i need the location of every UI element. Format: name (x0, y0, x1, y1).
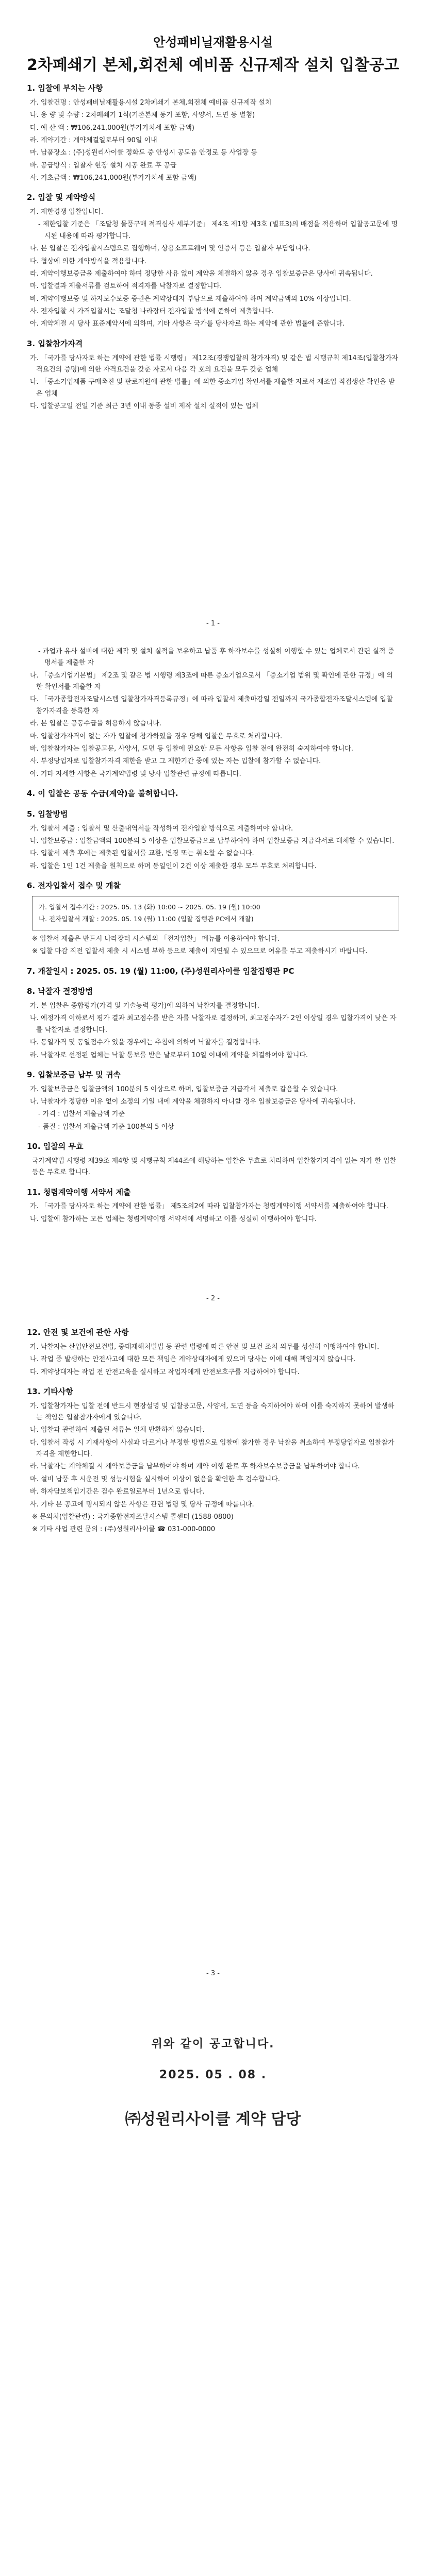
section-3-item: 다. 「국가종합전자조달시스템 입찰참가자격등록규정」에 따라 입찰서 제출마감일 전일까지 국가종합전자조달시스템에 입찰참가자격을 등록한 자 (30, 696, 393, 715)
section-7-title: 7. 개찰일시 : 2025. 05. 19 (월) 11:00, (주)성원리사이클 입찰집행관 PC (27, 966, 294, 976)
section-8-item: 다. 동일가격 및 동일점수가 있을 경우에는 추첨에 의하여 낙찰자를 결정합니다. (30, 1039, 261, 1047)
section-8-item: 나. 예정가격 이하로서 평가 결과 최고점수를 받은 자를 낙찰자로 결정하며, 최고점수자가 2인 이상일 경우 입찰가격이 낮은 자를 낙찰자로 결정합니다. (30, 1014, 397, 1034)
section-5-item: 다. 입찰서 제출 후에는 제출된 입찰서를 교환, 변경 또는 취소할 수 없습니다. (30, 850, 254, 858)
page-4 (12, 1999, 414, 2576)
section-2-title: 2. 입찰 및 계약방식 (27, 193, 96, 202)
section-12-item: 다. 계약상대자는 작업 전 안전교육을 실시하고 작업자에게 안전보호구를 지급하여야 합니다. (30, 1368, 300, 1376)
closing-statement: 위와 같이 공고합니다. (151, 2038, 275, 2050)
section-1-item: 사. 기초금액 : ₩106,241,000원(부가가치세 포함 금액) (30, 174, 197, 182)
schedule-item: 가. 입찰서 접수기간 : 2025. 05. 13 (화) 10:00 ~ 2025. 05. 19 (월) 10:00 (39, 903, 260, 911)
section-2-item: 가. 제한경쟁 입찰입니다. (30, 208, 104, 216)
section-10-title: 10. 입찰의 무효 (27, 1142, 84, 1151)
section-11-title: 11. 청렴계약이행 서약서 제출 (27, 1187, 131, 1197)
section-5-item: 나. 입찰보증금 : 입찰금액의 100분의 5 이상을 입찰보증금으로 납부하여야 하며 입찰보증금 지급각서로 대체할 수 있습니다. (30, 837, 395, 845)
section-2-item: 라. 계약이행보증금을 제출하여야 하며 정당한 사유 없이 계약을 체결하지 않을 경우 입찰보증금은 당사에 귀속됩니다. (30, 269, 373, 278)
section-3-continued (27, 646, 399, 780)
page-number: - 3 - (206, 1970, 220, 1977)
section-3-item: - 과업과 유사 설비에 대한 제작 및 설치 실적을 보유하고 납품 후 하자보수를 성실히 이행할 수 있는 업체로서 관련 실적 증명서를 제출한 자 (38, 648, 395, 667)
section-2-item: 마. 입찰결과 제출서류를 검토하여 적격자를 낙찰자로 결정합니다. (30, 282, 222, 291)
section-13-item: 다. 입찰서 작성 시 기재사항이 사실과 다르거나 부정한 방법으로 입찰에 참가한 경우 낙찰을 취소하며 부정당업자로 입찰참가자격을 제한합니다. (30, 1438, 395, 1459)
section-10 (27, 1140, 399, 1179)
notice-date: 2025. 05 . 08 . (159, 2069, 267, 2081)
section-9-item: 나. 낙찰자가 정당한 이유 없이 소정의 기일 내에 계약을 체결하지 아니할 경우 입찰보증금은 당사에 귀속됩니다. (30, 1098, 356, 1106)
section-1-item: 라. 계약기간 : 계약체결일로부터 90일 이내 (30, 136, 157, 144)
section-8-title: 8. 낙찰자 결정방법 (27, 987, 93, 996)
section-4-title: 4. 이 입찰은 공동 수급(계약)을 불허합니다. (27, 788, 178, 798)
section-13-item: 마. 설비 납품 후 시운전 및 성능시험을 실시하여 이상이 없음을 확인한 후 검수합니다. (30, 1475, 280, 1483)
section-11-item: 가. 「국가를 당사자로 하는 계약에 관한 법률」 제5조의2에 따라 입찰참가자는 청렴계약이행 서약서를 제출하여야 합니다. (30, 1202, 388, 1211)
section-2-item: 다. 협상에 의한 계약방식을 적용합니다. (30, 257, 146, 265)
section-2-item: - 제한입찰 기준은 「조달청 물품구매 적격심사 세부기준」 제4조 제1항 제3호 (별표3)의 배점을 적용하며 입찰공고문에 명시된 내용에 따라 평가합니다. (38, 221, 398, 240)
contact-line: ※ 기타 사업 관련 문의 : (주)성원리사이클 ☎ 031-000-0000 (32, 1526, 216, 1534)
section-13-item: 사. 기타 본 공고에 명시되지 않은 사항은 관련 법령 및 당사 규정에 따릅니다. (30, 1500, 254, 1509)
section-1-item: 마. 납품장소 : (주)성원리사이클 정화도 중 안성시 공도읍 안정로 등 사업장 등 (30, 149, 257, 157)
section-3-item: 바. 입찰참가자는 입찰공고문, 사양서, 도면 등 입찰에 필요한 모든 사항을 입찰 전에 완전히 숙지하여야 합니다. (30, 744, 353, 753)
section-12-title: 12. 안전 및 보건에 관한 사항 (27, 1328, 129, 1337)
section-13-item: 나. 입찰과 관련하여 제출된 서류는 일체 반환하지 않습니다. (30, 1426, 205, 1434)
section-6-note: ※ 입찰서 제출은 반드시 나라장터 시스템의 「전자입찰」 메뉴를 이용하여야 합니다. (32, 935, 280, 943)
title-line-2: 2차페쇄기 본체,회전체 예비품 신규제작 설치 입찰공고 (26, 56, 400, 74)
section-9-title: 9. 입찰보증금 납부 및 귀속 (27, 1070, 121, 1079)
section-3 (27, 337, 399, 413)
section-13-title: 13. 기타사항 (27, 1386, 73, 1396)
section-3-item: 나. 「중소기업제품 구매촉진 및 판로지원에 관한 법률」에 의한 중소기업 확인서를 제출한 자로서 제조업 직접생산 확인을 받은 업체 (30, 378, 395, 398)
title-line-1: 안성패비닐재활용시설 (153, 35, 273, 49)
page-number: - 1 - (206, 620, 220, 628)
section-6 (27, 879, 399, 958)
section-1-item: 바. 공급방식 : 입찰자 현장 설치 시공 완료 후 공급 (30, 161, 177, 170)
section-8-item: 라. 낙찰자로 선정된 업체는 낙찰 통보를 받은 날로부터 10일 이내에 계약을 체결하여야 합니다. (30, 1051, 308, 1059)
page-2 (12, 639, 414, 1309)
issuing-organization: ㈜성원리사이클 계약 담당 (125, 2110, 301, 2128)
section-2-item: 사. 전자입찰 시 가격입찰서는 조달청 나라장터 전자입찰 방식에 준하여 제출합니다. (30, 307, 274, 315)
section-12-item: 가. 낙찰자는 산업안전보건법, 중대재해처벌법 등 관련 법령에 따른 안전 및 보건 조치 의무를 성실히 이행하여야 합니다. (30, 1343, 380, 1351)
section-12 (27, 1326, 399, 1378)
section-9-item: 가. 입찰보증금은 입찰금액의 100분의 5 이상으로 하며, 입찰보증금 지급각서 제출로 갈음할 수 있습니다. (30, 1085, 338, 1093)
schedule-item: 나. 전자입찰서 개찰 : 2025. 05. 19 (월) 11:00 (입찰 집행관 PC에서 개찰) (39, 915, 254, 923)
schedule-box (32, 896, 399, 930)
section-9-item: - 가격 : 입찰서 제출금액 기준 (38, 1110, 125, 1118)
section-1-title: 1. 입찰에 부치는 사항 (27, 83, 103, 93)
section-13-item: 바. 하자담보책임기간은 검수 완료일로부터 1년으로 합니다. (30, 1488, 205, 1496)
section-13-item: 라. 낙찰자는 계약체결 시 계약보증금을 납부하여야 하며 계약 이행 완료 후 하자보수보증금을 납부하여야 합니다. (30, 1463, 360, 1471)
section-5-title: 5. 입찰방법 (27, 809, 68, 819)
page-number: - 2 - (206, 1295, 220, 1302)
section-8-item: 가. 본 입찰은 종합평가(가격 및 기술능력 평가)에 의하여 낙찰자를 결정합니다. (30, 1002, 259, 1010)
section-3-item: 가. 「국가를 당사자로 하는 계약에 관한 법률 시행령」 제12조(경쟁입찰의 참가자격) 및 같은 법 시행규칙 제14조(입찰참가자격요건의 증명)에 의한 자격요건을 갖춘 자로서 다음 각 호의 요건을 모두 갖춘 업체 (30, 354, 398, 374)
section-11-item: 나. 입찰에 참가하는 모든 업체는 청렴계약이행 서약서에 서명하고 이를 성실히 이행하여야 합니다. (30, 1215, 317, 1223)
section-8 (27, 985, 399, 1061)
document-title (12, 21, 414, 75)
page-3 (12, 1319, 414, 1984)
section-6-title: 6. 전자입찰서 접수 및 개찰 (27, 880, 121, 890)
contact-line: ※ 문의처(입찰관련) : 국가종합전자조달시스템 콜센터 (1588-0800) (32, 1513, 234, 1521)
section-5 (27, 808, 399, 872)
section-1 (27, 82, 399, 184)
section-10-item: 국가계약법 시행령 제39조 제4항 및 시행규칙 제44조에 해당하는 입찰은 무효로 처리하며 입찰참가자격이 없는 자가 한 입찰 등은 무효로 합니다. (32, 1157, 397, 1177)
page-1 (12, 21, 414, 634)
section-13-item: 가. 입찰참가자는 입찰 전에 반드시 현장설명 및 입찰공고문, 사양서, 도면 등을 숙지하여야 하며 이를 숙지하지 못하여 발생하는 책임은 입찰참가자에게 있습니다. (30, 1402, 395, 1422)
section-9-item: - 품질 : 입찰서 제출금액 기준 100분의 5 이상 (38, 1123, 174, 1131)
section-2-item: 나. 본 입찰은 전자입찰시스템으로 집행하며, 상용소프트웨어 및 인증서 등은 입찰자 부담입니다. (30, 245, 310, 253)
section-2-item: 바. 계약이행보증 및 하자보수보증 증권은 계약상대자 부담으로 제출하여야 하며 계약금액의 10% 이상입니다. (30, 295, 351, 303)
section-3-item: 라. 본 입찰은 공동수급을 허용하지 않습니다. (30, 720, 161, 728)
section-3-item: 다. 입찰공고일 전일 기준 최근 3년 이내 동종 설비 제작 설치 실적이 있는 업체 (30, 402, 258, 410)
section-3-item: 사. 부정당업자로 입찰참가자격 제한을 받고 그 제한기간 중에 있는 자는 입찰에 참가할 수 없습니다. (30, 757, 321, 766)
closing-block (12, 2035, 414, 2129)
section-1-item: 다. 예 산 액 : ₩106,241,000원(부가가치세 포함 금액) (30, 124, 194, 132)
section-1-item: 나. 용 량 및 수량 : 2차페쇄기 1식(기존본체 동기 포함, 사양서, 도면 등 별첨) (30, 111, 255, 120)
section-11 (27, 1186, 399, 1226)
section-12-item: 나. 작업 중 발생하는 안전사고에 대한 모든 책임은 계약상대자에게 있으며 당사는 이에 대해 책임지지 않습니다. (30, 1355, 356, 1364)
section-5-item: 가. 입찰서 제출 : 입찰서 및 산출내역서를 작성하여 전자입찰 방식으로 제출하여야 합니다. (30, 824, 293, 833)
section-9 (27, 1069, 399, 1133)
section-7 (27, 965, 399, 978)
section-3-title: 3. 입찰참가자격 (27, 338, 83, 348)
section-2 (27, 191, 399, 330)
section-3-item: 아. 기타 자세한 사항은 국가계약법령 및 당사 입찰관련 규정에 따릅니다. (30, 770, 241, 778)
section-4 (27, 787, 399, 801)
section-2-item: 아. 계약체결 시 당사 표준계약서에 의하며, 기타 사항은 국가를 당사자로 하는 계약에 관한 법률에 준합니다. (30, 320, 345, 328)
section-3-item: 마. 입찰참가자격이 없는 자가 입찰에 참가하였을 경우 당해 입찰은 무효로 처리합니다. (30, 732, 283, 740)
section-13 (27, 1385, 399, 1536)
section-3-item: 나. 「중소기업기본법」 제2조 및 같은 법 시행령 제3조에 따른 중소기업으로서 「중소기업 범위 및 확인에 관한 규정」에 의한 확인서를 제출한 자 (30, 671, 393, 691)
section-6-note: ※ 입찰 마감 직전 입찰서 제출 시 시스템 부하 등으로 제출이 지연될 수 있으므로 여유를 두고 제출하시기 바랍니다. (32, 947, 368, 956)
section-5-item: 라. 입찰은 1인 1건 제출을 원칙으로 하며 동일인이 2건 이상 제출한 경우 모두 무효로 처리합니다. (30, 862, 317, 870)
section-1-item: 가. 입찰건명 : 안성패비닐재활용시설 2차페쇄기 본체,회전체 예비품 신규제작 설치 (30, 98, 272, 107)
